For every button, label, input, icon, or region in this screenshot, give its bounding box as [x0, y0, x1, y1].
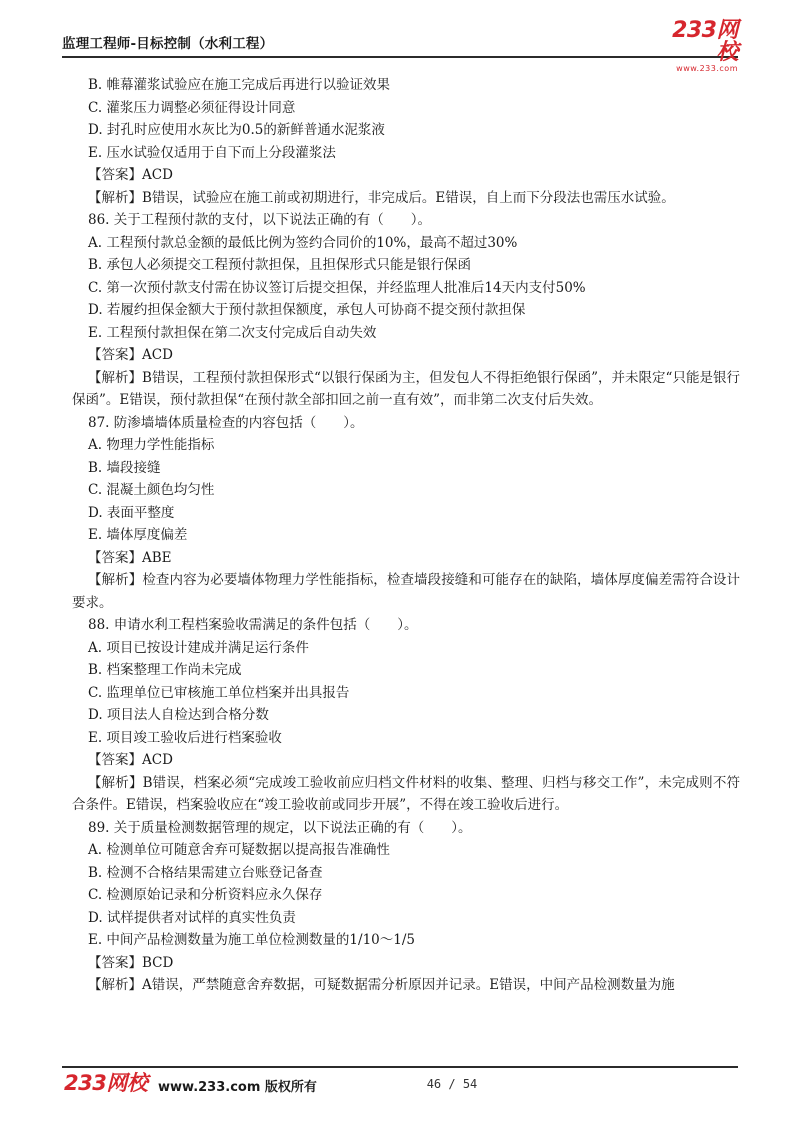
- answer: 【答案】ABE: [88, 549, 172, 566]
- option: D. 若履约担保金额大于预付款担保额度，承包人可协商不提交预付款担保: [88, 302, 526, 318]
- option: E. 中间产品检测数量为施工单位检测数量的1/10～1/5: [88, 932, 415, 948]
- question: 86. 关于工程预付款的支付，以下说法正确的有（ ）。: [88, 212, 432, 228]
- footer-copyright: www.233.com 版权所有: [158, 1080, 317, 1095]
- option: B. 档案整理工作尚未完成: [88, 662, 242, 678]
- option: C. 检测原始记录和分析资料应永久保存: [88, 887, 323, 903]
- option: C. 第一次预付款支付需在协议签订后提交担保，并经监理人批准后14天内支付50%: [88, 279, 586, 296]
- option: A. 工程预付款总金额的最低比例为签约合同价的10%，最高不超过30%: [88, 234, 518, 251]
- explanation: 【解析】B错误，档案必须“完成竣工验收前应归档文件材料的收集、整理、归档与移交工作”，未完成则不符合条件。E错误，档案验收应在“竣工验收前或同步开展”，不得在竣工验收后进行。: [72, 774, 740, 813]
- footer-logo: 233网校: [64, 1071, 148, 1095]
- option: B. 承包人必须提交工程预付款担保，且担保形式只能是银行保函: [88, 257, 472, 273]
- option: B. 帷幕灌浆试验应在施工完成后再进行以验证效果: [88, 77, 391, 93]
- option: C. 监理单位已审核施工单位档案并出具报告: [88, 684, 350, 701]
- option: C. 混凝土颜色均匀性: [88, 482, 215, 498]
- option: E. 压水试验仅适用于自下而上分段灌浆法: [88, 144, 336, 161]
- page-footer: [62, 1066, 738, 1096]
- option: D. 项目法人自检达到合格分数: [88, 707, 269, 723]
- explanation: 【解析】B错误，工程预付款担保形式“以银行保函为主，但发包人不得拒绝银行保函”，并未限定“只能是银行保函”。E错误，预付款担保“在预付款全部扣回之前一直有效”，而非第二次支付后失效。: [72, 369, 740, 408]
- option: D. 试样提供者对试样的真实性负责: [88, 909, 296, 926]
- question: 89. 关于质量检测数据管理的规定，以下说法正确的有（ ）。: [88, 819, 472, 836]
- question: 87. 防渗墙墙体质量检查的内容包括（ ）。: [88, 414, 364, 431]
- option: D. 表面平整度: [88, 504, 175, 521]
- explanation: 【解析】B错误，试验应在施工前或初期进行，非完成后。E错误，自上而下分段法也需压水试验。: [88, 189, 675, 206]
- option: D. 封孔时应使用水灰比为0.5的新鲜普通水泥浆液: [88, 122, 385, 138]
- explanation: 【解析】检查内容为必要墙体物理力学性能指标，检查墙段接缝和可能存在的缺陷，墙体厚度偏差需符合设计要求。: [72, 572, 740, 611]
- option: E. 工程预付款担保在第二次支付完成后自动失效: [88, 324, 377, 341]
- document-body: [72, 74, 740, 997]
- option: E. 墙体厚度偏差: [88, 527, 188, 543]
- option: A. 物理力学性能指标: [88, 437, 215, 453]
- brand-logo: [654, 20, 738, 73]
- option: A. 检测单位可随意舍弃可疑数据以提高报告准确性: [88, 842, 390, 858]
- brand-logo-text: 233网校: [672, 18, 738, 65]
- page-number: 46 / 54: [426, 1077, 478, 1091]
- answer: 【答案】ACD: [88, 347, 173, 363]
- brand-logo-url: www.233.com: [676, 64, 738, 73]
- question: 88. 申请水利工程档案验收需满足的条件包括（ ）。: [88, 617, 418, 633]
- option: B. 检测不合格结果需建立台账登记备查: [88, 864, 323, 881]
- answer: 【答案】BCD: [88, 954, 174, 971]
- option: A. 项目已按设计建成并满足运行条件: [88, 639, 309, 656]
- answer: 【答案】ACD: [88, 167, 173, 183]
- answer: 【答案】ACD: [88, 752, 173, 768]
- document-title: 监理工程师-目标控制（水利工程）: [62, 36, 274, 52]
- page-header: [62, 18, 738, 73]
- explanation: 【解析】A错误，严禁随意舍弃数据，可疑数据需分析原因并记录。E错误，中间产品检测数量为施: [88, 977, 675, 993]
- option: C. 灌浆压力调整必须征得设计同意: [88, 99, 296, 116]
- option: B. 墙段接缝: [88, 459, 161, 476]
- option: E. 项目竣工验收后进行档案验收: [88, 729, 282, 746]
